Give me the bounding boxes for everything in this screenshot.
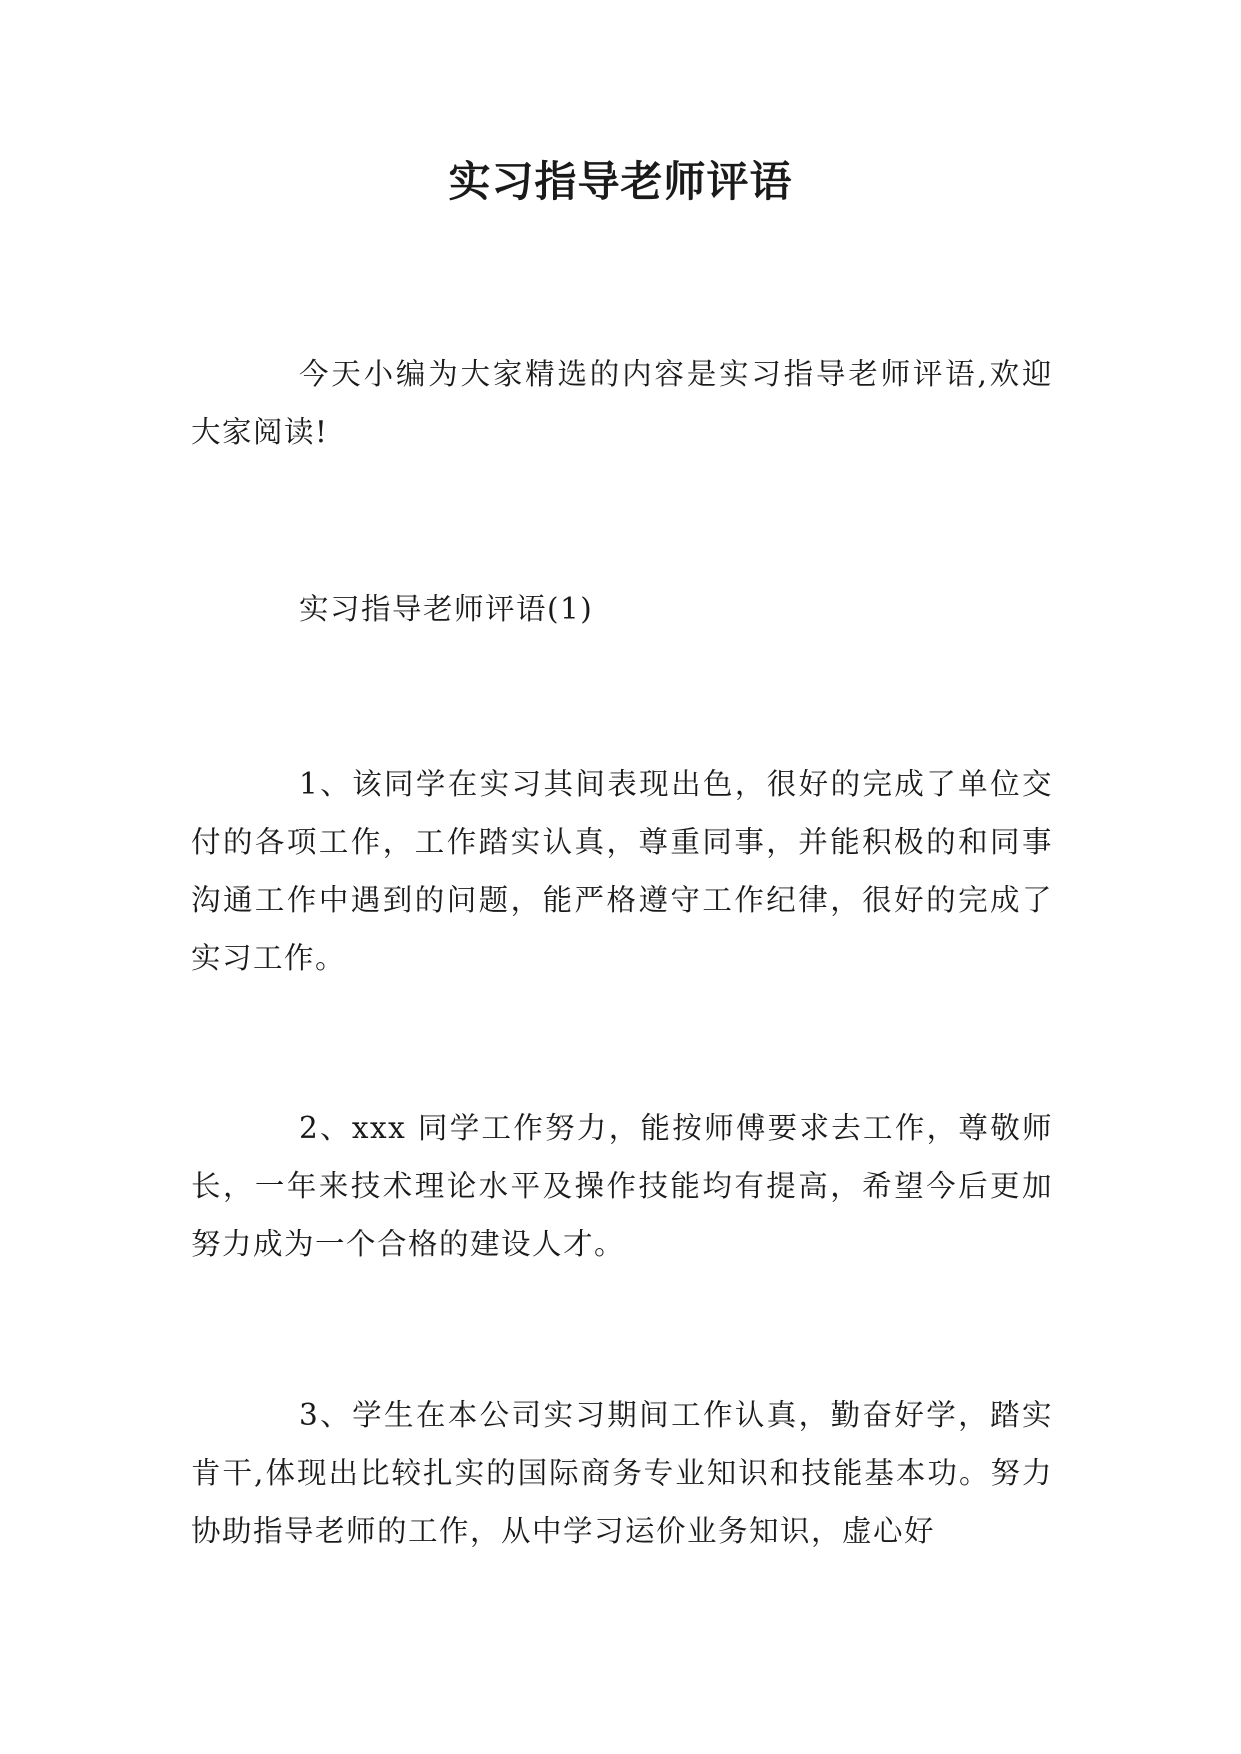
intro-paragraph: 今天小编为大家精选的内容是实习指导老师评语,欢迎大家阅读! [191, 357, 1053, 449]
section-heading: 实习指导老师评语(1) [299, 592, 594, 626]
document-title: 实习指导老师评语 [448, 157, 793, 206]
comment-item-2: 2、xxx 同学工作努力，能按师傅要求去工作，尊敬师长，一年来技术理论水平及操作技能均有提高，希望今后更加努力成为一个合格的建设人才。 [191, 1111, 1053, 1261]
comment-item-1: 1、该同学在实习其间表现出色，很好的完成了单位交付的各项工作，工作踏实认真，尊重同事，并能积极的和同事沟通工作中遇到的问题，能严格遵守工作纪律，很好的完成了实习工作。 [191, 767, 1053, 975]
comment-item-3: 3、学生在本公司实习期间工作认真，勤奋好学，踏实肯干,体现出比较扎实的国际商务专业知识和技能基本功。努力协助指导老师的工作，从中学习运价业务知识，虚心好 [191, 1398, 1053, 1548]
